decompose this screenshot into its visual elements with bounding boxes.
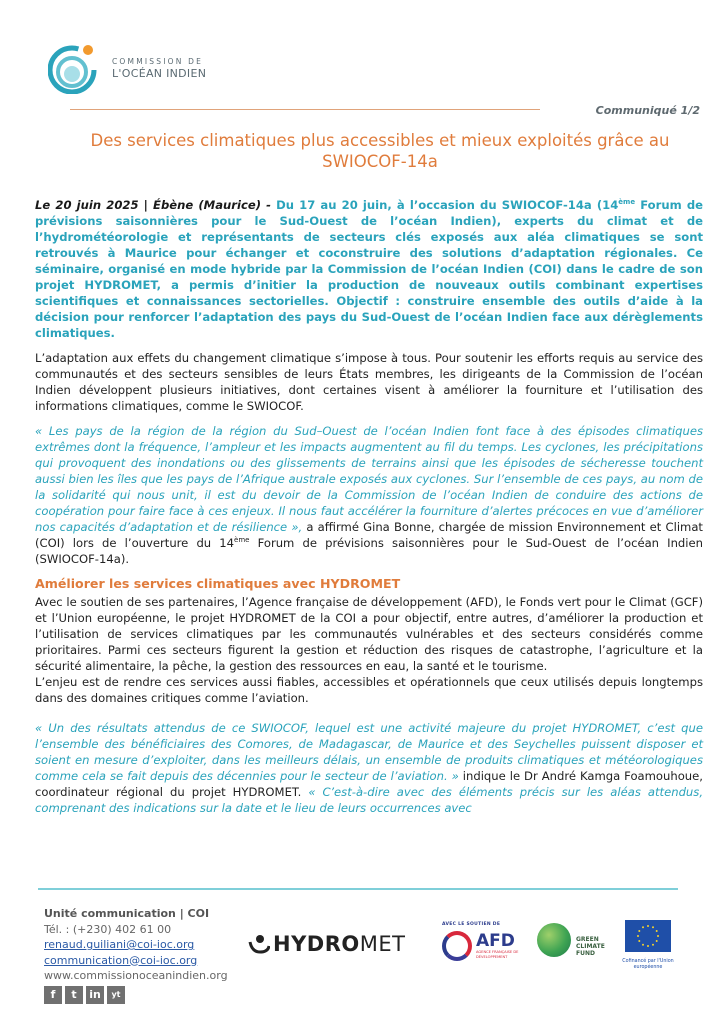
quote2-attribution: indique le Dr André Kamga Foamouhoue, coordinateur régional du projet HYDROMET. bbox=[35, 769, 703, 799]
coi-logo-icon bbox=[48, 42, 100, 94]
document-body bbox=[35, 197, 703, 825]
contact-phone: Tél. : (+230) 402 61 00 bbox=[44, 922, 172, 936]
header-divider bbox=[70, 109, 540, 110]
quote-attribution: a affirmé Gina Bonne, chargée de mission Environnement et Climat (COI) lors de l’ouverture du 14ème Forum de prévisions saisonnières pour le Sud-Ouest de l’océan Indien (SWIOCOF-14a). bbox=[35, 520, 703, 566]
afd-logo: AVEC LE SOUTIEN DE AFD AGENCE FRANÇAISE DE DÉVELOPPEMENT bbox=[442, 922, 520, 961]
intro-paragraph: L’adaptation aux effets du changement climatique s’impose à tous. Pour soutenir les efforts requis au service des communautés et des secteurs sensibles de leurs États membres, les dirigeants de la Commission de l’océan Indien développent plusieurs initiatives, dont certaines visent à améliorer la fourniture et l’utilisation des informations climatiques, comme le SWIOCOF. bbox=[35, 351, 703, 413]
document-title: Des services climatiques plus accessibles et mieux exploités grâce au SWIOCOF-14a bbox=[90, 131, 670, 171]
section-paragraph-2: L’enjeu est de rendre ces services aussi fiables, accessibles et opérationnels que ceux utilisés depuis longtemps dans des domaines critiques comme l’aviation. bbox=[35, 675, 703, 705]
contact-org: Unité communication | COI bbox=[44, 907, 210, 920]
eu-logo: Cofinancé par l'Union européenne bbox=[620, 920, 676, 971]
social-links bbox=[44, 986, 228, 1004]
hydromet-logo: HYDRO MET bbox=[248, 932, 405, 956]
section-heading: Améliorer les services climatiques avec HYDROMET bbox=[35, 576, 401, 591]
dateline: Le 20 juin 2025 | Ébène (Maurice) - bbox=[35, 198, 271, 212]
coi-logo bbox=[48, 42, 206, 94]
quote-gina-bonne: « Les pays de la région de la région du Sud–Ouest de l’océan Indien font face à des épisodes climatiques extrêmes dont la fréquence, l’ampleur et les impacts augmentent au fil du temps. Les cyclones, les précipitations qui provoquent des inondations ou des glissements de terrains ainsi que les épisodes de sécheresse touchent aussi bien les îles que les pays de l’Afrique australe exposés aux cyclones. Sur l’ensemble de ces pays, au nom de la solidarité qui nous unit, il est du devoir de la Commission de l’océan Indien de conduire des actions de coopération pour faire face à ces enjeux. Il nous faut accélérer la fourniture d’alertes précoces en vue d’améliorer nos capacités d’adaptation et de résilience », a affirmé Gina Bonne, chargée de mission Environnement et Climat (COI) lors de l’ouverture du 14ème Forum de prévisions saisonnières pour le Sud-Ouest de l’océan Indien (SWIOCOF-14a). bbox=[35, 424, 703, 566]
afd-ring-icon bbox=[442, 931, 472, 961]
website-link[interactable]: www.commissionoceanindien.org bbox=[44, 969, 228, 982]
page-indicator: 1/2 bbox=[680, 104, 700, 117]
green-climate-fund-logo: GREEN CLIMATE FUND bbox=[537, 922, 610, 957]
section-paragraph-1: Avec le soutien de ses partenaires, l’Agence française de développement (AFD), le Fonds vert pour le Climat (GCF) et l’Union européenne, le projet HYDROMET de la COI a pour objectif, entre autres, d’améliorer la production et l’utilisation de services climatiques par les communautés vulnérables et des secteurs considérés comme prioritaires. Parmi ces secteurs figurent la gestion et réduction des risques de catastrophe, l’agriculture et la sécurité alimentaire, la pêche, la gestion des ressources en eau, la santé et le tourisme. bbox=[35, 595, 703, 673]
linkedin-icon[interactable]: in bbox=[86, 986, 104, 1004]
logo-line-2: L'OCÉAN INDIEN bbox=[112, 66, 207, 80]
lead-paragraph: Le 20 juin 2025 | Ébène (Maurice) - Du 17 au 20 juin, à l’occasion du SWIOCOF-14a (14ème Forum de prévisions saisonnières pour le Sud-Ouest de l’océan Indien), experts du climat et de l’hydrométéorologie et représentants de secteurs clés exposés aux aléa climatiques se sont retrouvés à Maurice pour échanger et coconstruire des solutions d’adaptation régionales. Ce séminaire, organisé en mode hybride par la Commission de l’océan Indien (COI) dans le cadre de son projet HYDROMET, a permis d’initier la production de nouveaux outils combinant expertises scientifiques et connaissances sectorielles. Objectif : construire ensemble des outils d’aide à la décision pour renforcer l’adaptation des pays du Sud-Ouest de l’océan Indien face aux dérèglements climatiques. bbox=[35, 198, 704, 340]
youtube-icon[interactable]: yt bbox=[107, 986, 125, 1004]
email-link-renaud[interactable]: renaud.guiliani@coi-ioc.org bbox=[44, 938, 195, 951]
contact-block bbox=[44, 906, 228, 1004]
quote-andre-kamga: « Un des résultats attendus de ce SWIOCOF, lequel est une activité majeure du projet HYDROMET, c’est que l’ensemble des bénéficiaires des Comores, de Madagascar, de Maurice et des Seychelles puissent disposer et soient en mesure d’exploiter, dans les meilleurs délais, un ensemble de produits climatiques et météorologiques comme cela se fait depuis des décennies pour le secteur de l’aviation. » indique le Dr André Kamga Foamouhoue, coordinateur régional du projet HYDROMET. « C’est-à-dire avec des éléments précis sur les aléas attendus, comprenant des indications sur la date et le lieu de leurs occurrences avec bbox=[35, 721, 704, 815]
eu-flag-icon bbox=[625, 920, 671, 952]
gcf-globe-icon bbox=[537, 923, 571, 957]
logo-line-1: COMMISSION DE bbox=[112, 56, 204, 66]
footer-divider bbox=[38, 888, 678, 890]
twitter-icon[interactable]: t bbox=[65, 986, 83, 1004]
email-link-communication[interactable]: communication@coi-ioc.org bbox=[44, 953, 198, 967]
communique-label: Communiqué 1/2 bbox=[595, 104, 700, 117]
facebook-icon[interactable]: f bbox=[44, 986, 62, 1004]
hydromet-icon bbox=[248, 934, 270, 954]
